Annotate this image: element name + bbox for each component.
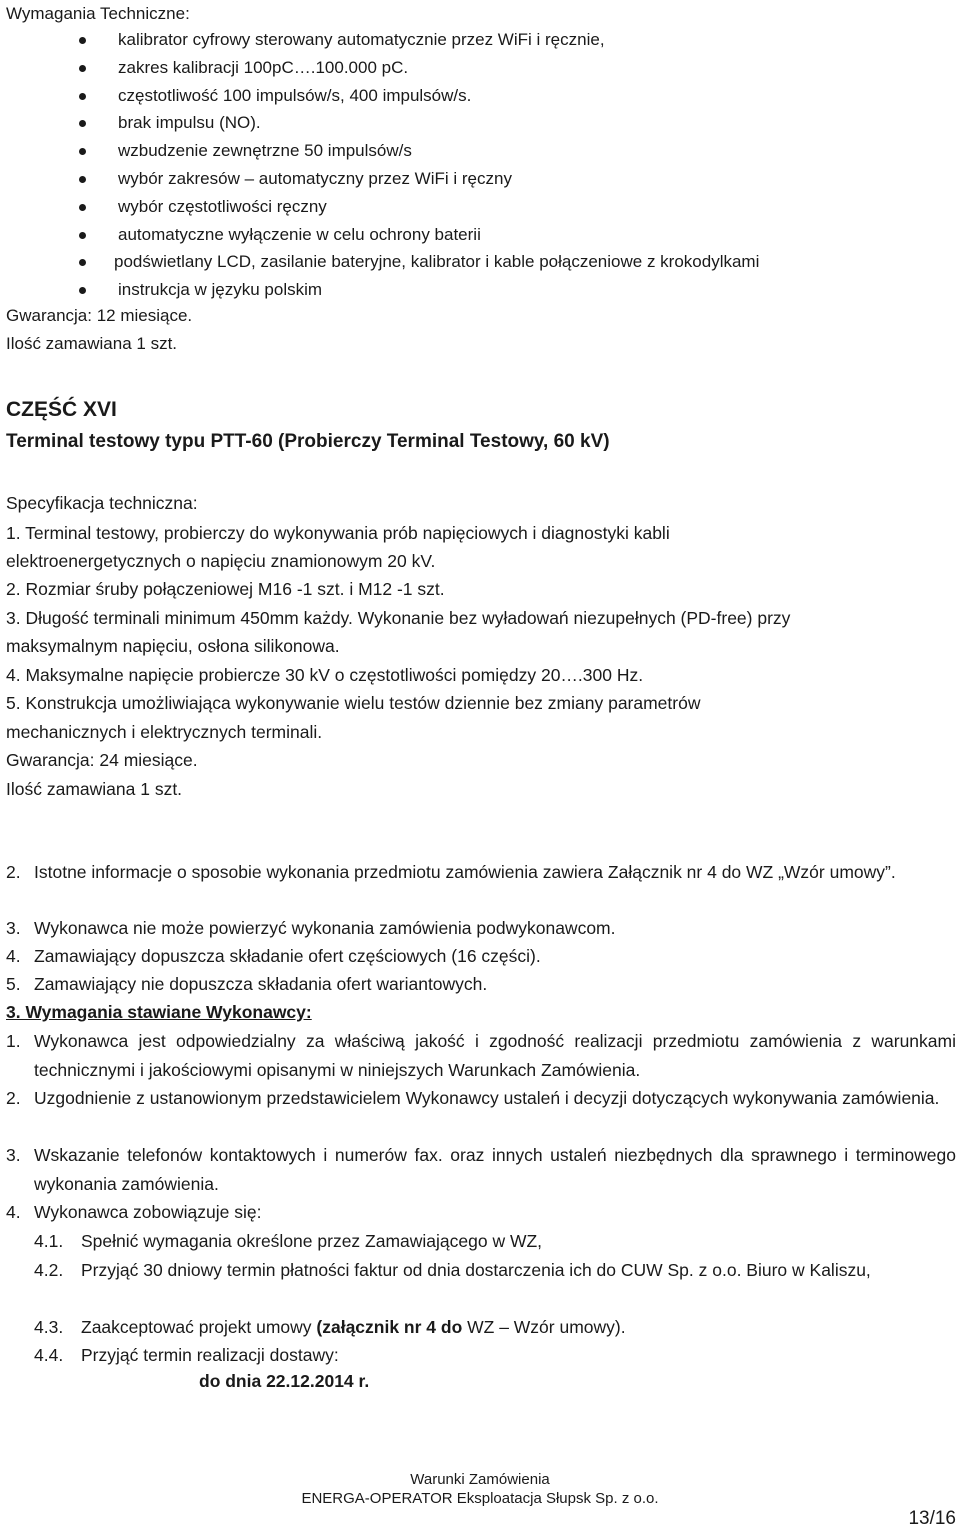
footer-title: Warunki Zamówienia xyxy=(410,1471,550,1488)
list-item: kalibrator cyfrowy sterowany automatycznie przez WiFi i ręcznie, xyxy=(6,26,759,54)
spec-line: mechanicznych i elektrycznych terminali. xyxy=(6,722,323,742)
point-text: Wykonawca zobowiązuje się: xyxy=(34,1202,262,1222)
sub-point xyxy=(34,1227,956,1256)
list-item: instrukcja w języku polskim xyxy=(6,276,759,304)
requirement-point xyxy=(6,1084,956,1113)
sub-point xyxy=(34,1256,956,1285)
part-warranty: Gwarancja: 24 miesiące. xyxy=(6,750,198,770)
tech-title: Wymagania Techniczne: xyxy=(6,4,190,23)
list-item: częstotliwość 100 impulsów/s, 400 impulsów/s. xyxy=(6,82,759,110)
point-text: Wykonawca nie może powierzyć wykonania zamówienia podwykonawcom. xyxy=(34,918,616,938)
tech-quantity: Ilość zamawiana 1 szt. xyxy=(6,334,178,353)
general-point xyxy=(6,914,956,943)
point-text: Uzgodnienie z ustanowionym przedstawicielem Wykonawcy ustaleń i decyzji dotyczących wykonywania zamówienia. xyxy=(34,1088,940,1108)
spec-line: 4. Maksymalne napięcie probiercze 30 kV o częstotliwości pomiędzy 20….300 Hz. xyxy=(6,665,644,685)
point-number: 1. xyxy=(6,1031,21,1051)
sub-text: Spełnić wymagania określone przez Zamawiającego w WZ, xyxy=(81,1231,543,1251)
point-text: Zamawiający dopuszcza składanie ofert częściowych (16 części). xyxy=(34,946,541,966)
spec-line: elektroenergetycznych o napięciu znamionowym 20 kV. xyxy=(6,551,436,571)
list-item: wzbudzenie zewnętrzne 50 impulsów/s xyxy=(6,137,759,165)
list-item: podświetlany LCD, zasilanie bateryjne, kalibrator i kable połączeniowe z krokodylkami xyxy=(6,248,759,276)
spec-line: 5. Konstrukcja umożliwiająca wykonywanie wielu testów dziennie bez zmiany parametrów xyxy=(6,693,701,713)
spec-label: Specyfikacja techniczna: xyxy=(6,493,198,513)
point-text: Zamawiający nie dopuszcza składania ofert wariantowych. xyxy=(34,974,488,994)
requirement-point xyxy=(6,1141,956,1198)
point-number: 4. xyxy=(6,1202,21,1222)
point-number: 2. xyxy=(6,862,21,882)
sub-text: Przyjąć 30 dniowy termin płatności faktur od dnia dostarczenia ich do CUW Sp. z o.o. Biuro w Kaliszu, xyxy=(81,1260,871,1280)
list-item: wybór częstotliwości ręczny xyxy=(6,193,759,221)
list-item: brak impulsu (NO). xyxy=(6,109,759,137)
sub-text-pre: Zaakceptować projekt umowy xyxy=(81,1317,317,1337)
list-item: wybór zakresów – automatyczny przez WiFi i ręczny xyxy=(6,165,759,193)
sub-point xyxy=(34,1341,956,1370)
requirement-point xyxy=(6,1198,956,1227)
point-number: 4. xyxy=(6,946,21,966)
list-item: zakres kalibracji 100pC….100.000 pC. xyxy=(6,54,759,82)
sub-number: 4.4. xyxy=(34,1345,64,1365)
spec-line: 3. Długość terminali minimum 450mm każdy. Wykonanie bez wyładowań niezupełnych (PD-free) przy xyxy=(6,608,791,628)
sub-number: 4.2. xyxy=(34,1260,64,1280)
general-point xyxy=(6,942,956,971)
point-number: 3. xyxy=(6,1145,21,1165)
spec-line: 1. Terminal testowy, probierczy do wykonywania prób napięciowych i diagnostyki kabli xyxy=(6,523,670,543)
list-item: automatyczne wyłączenie w celu ochrony baterii xyxy=(6,221,759,249)
tech-list xyxy=(6,26,759,304)
point-number: 2. xyxy=(6,1088,21,1108)
sub-text-post: WZ – Wzór umowy). xyxy=(462,1317,626,1337)
general-point xyxy=(6,858,956,887)
requirements-heading: 3. Wymagania stawiane Wykonawcy: xyxy=(6,1002,312,1022)
tech-warranty: Gwarancja: 12 miesiące. xyxy=(6,306,193,325)
point-text: Wskazanie telefonów kontaktowych i numerów fax. oraz innych ustaleń niezbędnych dla sprawnego i terminowego wykonania zamówienia. xyxy=(34,1145,956,1194)
part-subtitle: Terminal testowy typu PTT-60 (Probierczy Terminal Testowy, 60 kV) xyxy=(6,431,610,452)
footer-company: ENERGA-OPERATOR Eksploatacja Słupsk Sp. z o.o. xyxy=(301,1490,659,1507)
sub-text xyxy=(81,1313,956,1342)
sub-text: Przyjąć termin realizacji dostawy: xyxy=(81,1345,339,1365)
requirement-point xyxy=(6,1027,956,1084)
sub-text-bold: (załącznik nr 4 do xyxy=(316,1317,463,1337)
point-text: Istotne informacje o sposobie wykonania przedmiotu zamówienia zawiera Załącznik nr 4 do WZ „Wzór umowy”. xyxy=(34,862,896,882)
delivery-deadline: do dnia 22.12.2014 r. xyxy=(199,1371,370,1391)
sub-point xyxy=(34,1313,956,1342)
part-heading: CZĘŚĆ XVI xyxy=(6,398,117,421)
page-number: 13/16 xyxy=(908,1508,956,1529)
point-number: 3. xyxy=(6,918,21,938)
sub-number: 4.3. xyxy=(34,1317,64,1337)
spec-line: 2. Rozmiar śruby połączeniowej M16 -1 szt. i M12 -1 szt. xyxy=(6,579,445,599)
point-number: 5. xyxy=(6,974,21,994)
part-quantity: Ilość zamawiana 1 szt. xyxy=(6,779,183,799)
point-text: Wykonawca jest odpowiedzialny za właściwą jakość i zgodność realizacji przedmiotu zamówienia z warunkami technicznymi i jakościowymi opisanymi w niniejszych Warunkach Zamówienia. xyxy=(34,1031,956,1080)
sub-number: 4.1. xyxy=(34,1231,64,1251)
general-point xyxy=(6,970,956,999)
spec-line: maksymalnym napięciu, osłona silikonowa. xyxy=(6,636,340,656)
